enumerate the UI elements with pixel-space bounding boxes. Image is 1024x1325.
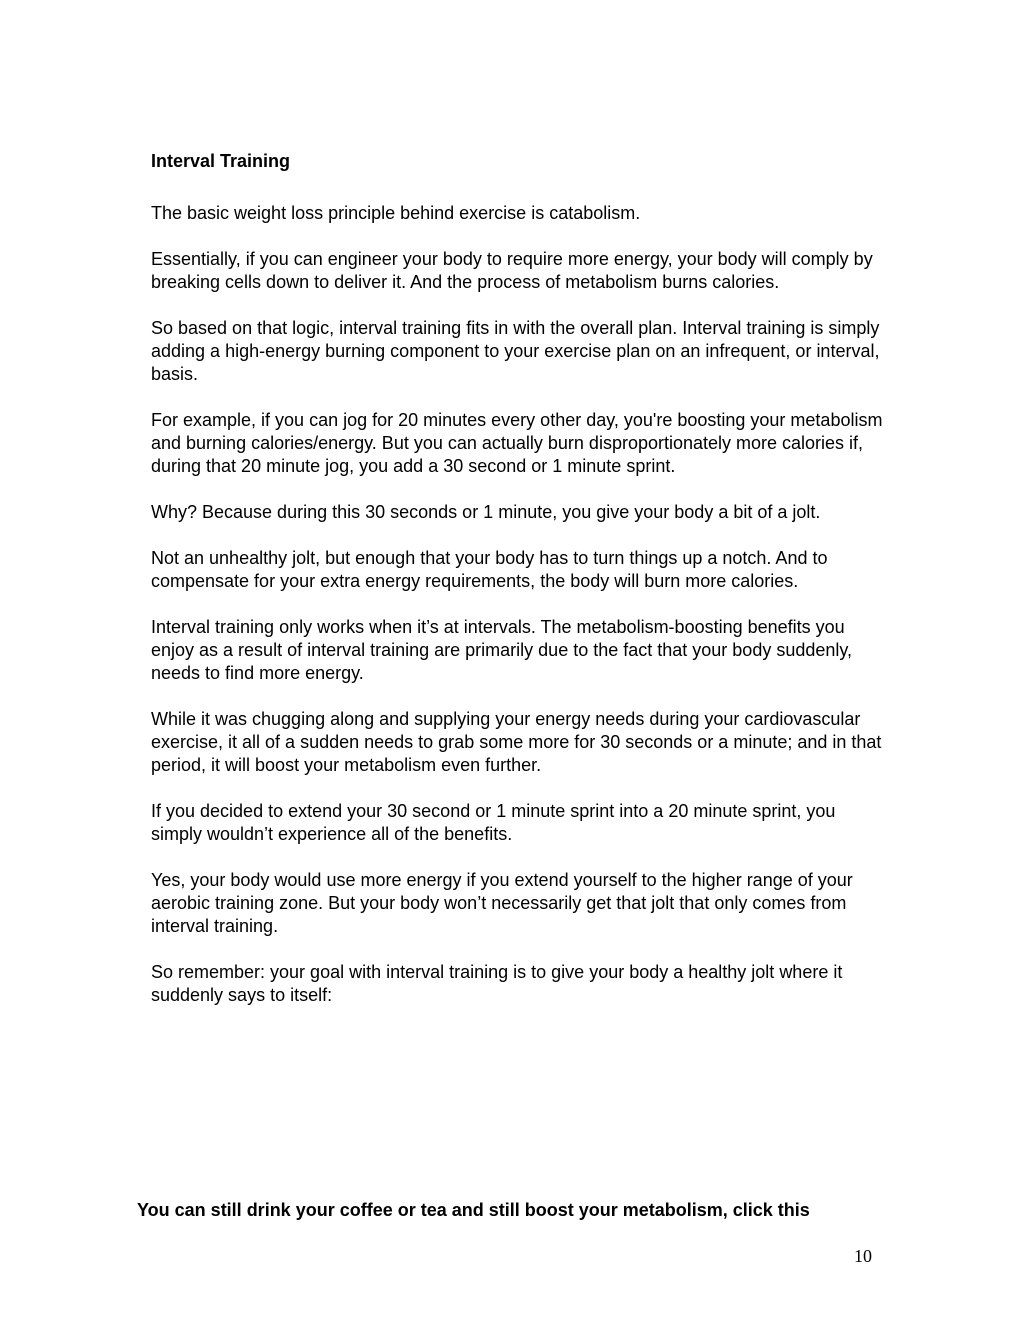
paragraph: While it was chugging along and supplying your energy needs during your cardiovascular exercise, it all of a sudden needs to grab some more for 30 seconds or a minute; and in that period, it will boost your metabolism even further. (151, 709, 882, 775)
paragraph: The basic weight loss principle behind exercise is catabolism. (151, 203, 641, 223)
page-number: 10 (854, 1246, 872, 1266)
paragraph: If you decided to extend your 30 second or 1 minute sprint into a 20 minute sprint, you simply wouldn’t experience all of the benefits. (151, 801, 836, 844)
paragraph: For example, if you can jog for 20 minutes every other day, you're boosting your metabolism and burning calories/energy. But you can actually burn disproportionately more calories if, during that 20 minute jog, you add a 30 second or 1 minute sprint. (151, 410, 883, 476)
paragraph: So based on that logic, interval training fits in with the overall plan. Interval training is simply adding a high-energy burning component to your exercise plan on an infrequent, or interval, basis. (151, 318, 880, 384)
paragraph: Yes, your body would use more energy if you extend yourself to the higher range of your aerobic training zone. But your body won’t necessarily get that jolt that only comes from interval training. (151, 870, 853, 936)
body-text (151, 202, 891, 1030)
promo-link[interactable]: You can still drink your coffee or tea and still boost your metabolism, click this (137, 1200, 810, 1220)
paragraph: Interval training only works when it’s at intervals. The metabolism-boosting benefits you enjoy as a result of interval training are primarily due to the fact that your body suddenly, needs to find more energy. (151, 617, 853, 683)
paragraph: Why? Because during this 30 seconds or 1 minute, you give your body a bit of a jolt. (151, 502, 821, 522)
paragraph: Essentially, if you can engineer your body to require more energy, your body will comply by breaking cells down to deliver it. And the process of metabolism burns calories. (151, 249, 873, 292)
paragraph: Not an unhealthy jolt, but enough that your body has to turn things up a notch. And to compensate for your extra energy requirements, the body will burn more calories. (151, 548, 828, 591)
section-heading: Interval Training (151, 151, 291, 171)
paragraph: So remember: your goal with interval training is to give your body a healthy jolt where it suddenly says to itself: (151, 962, 843, 1005)
